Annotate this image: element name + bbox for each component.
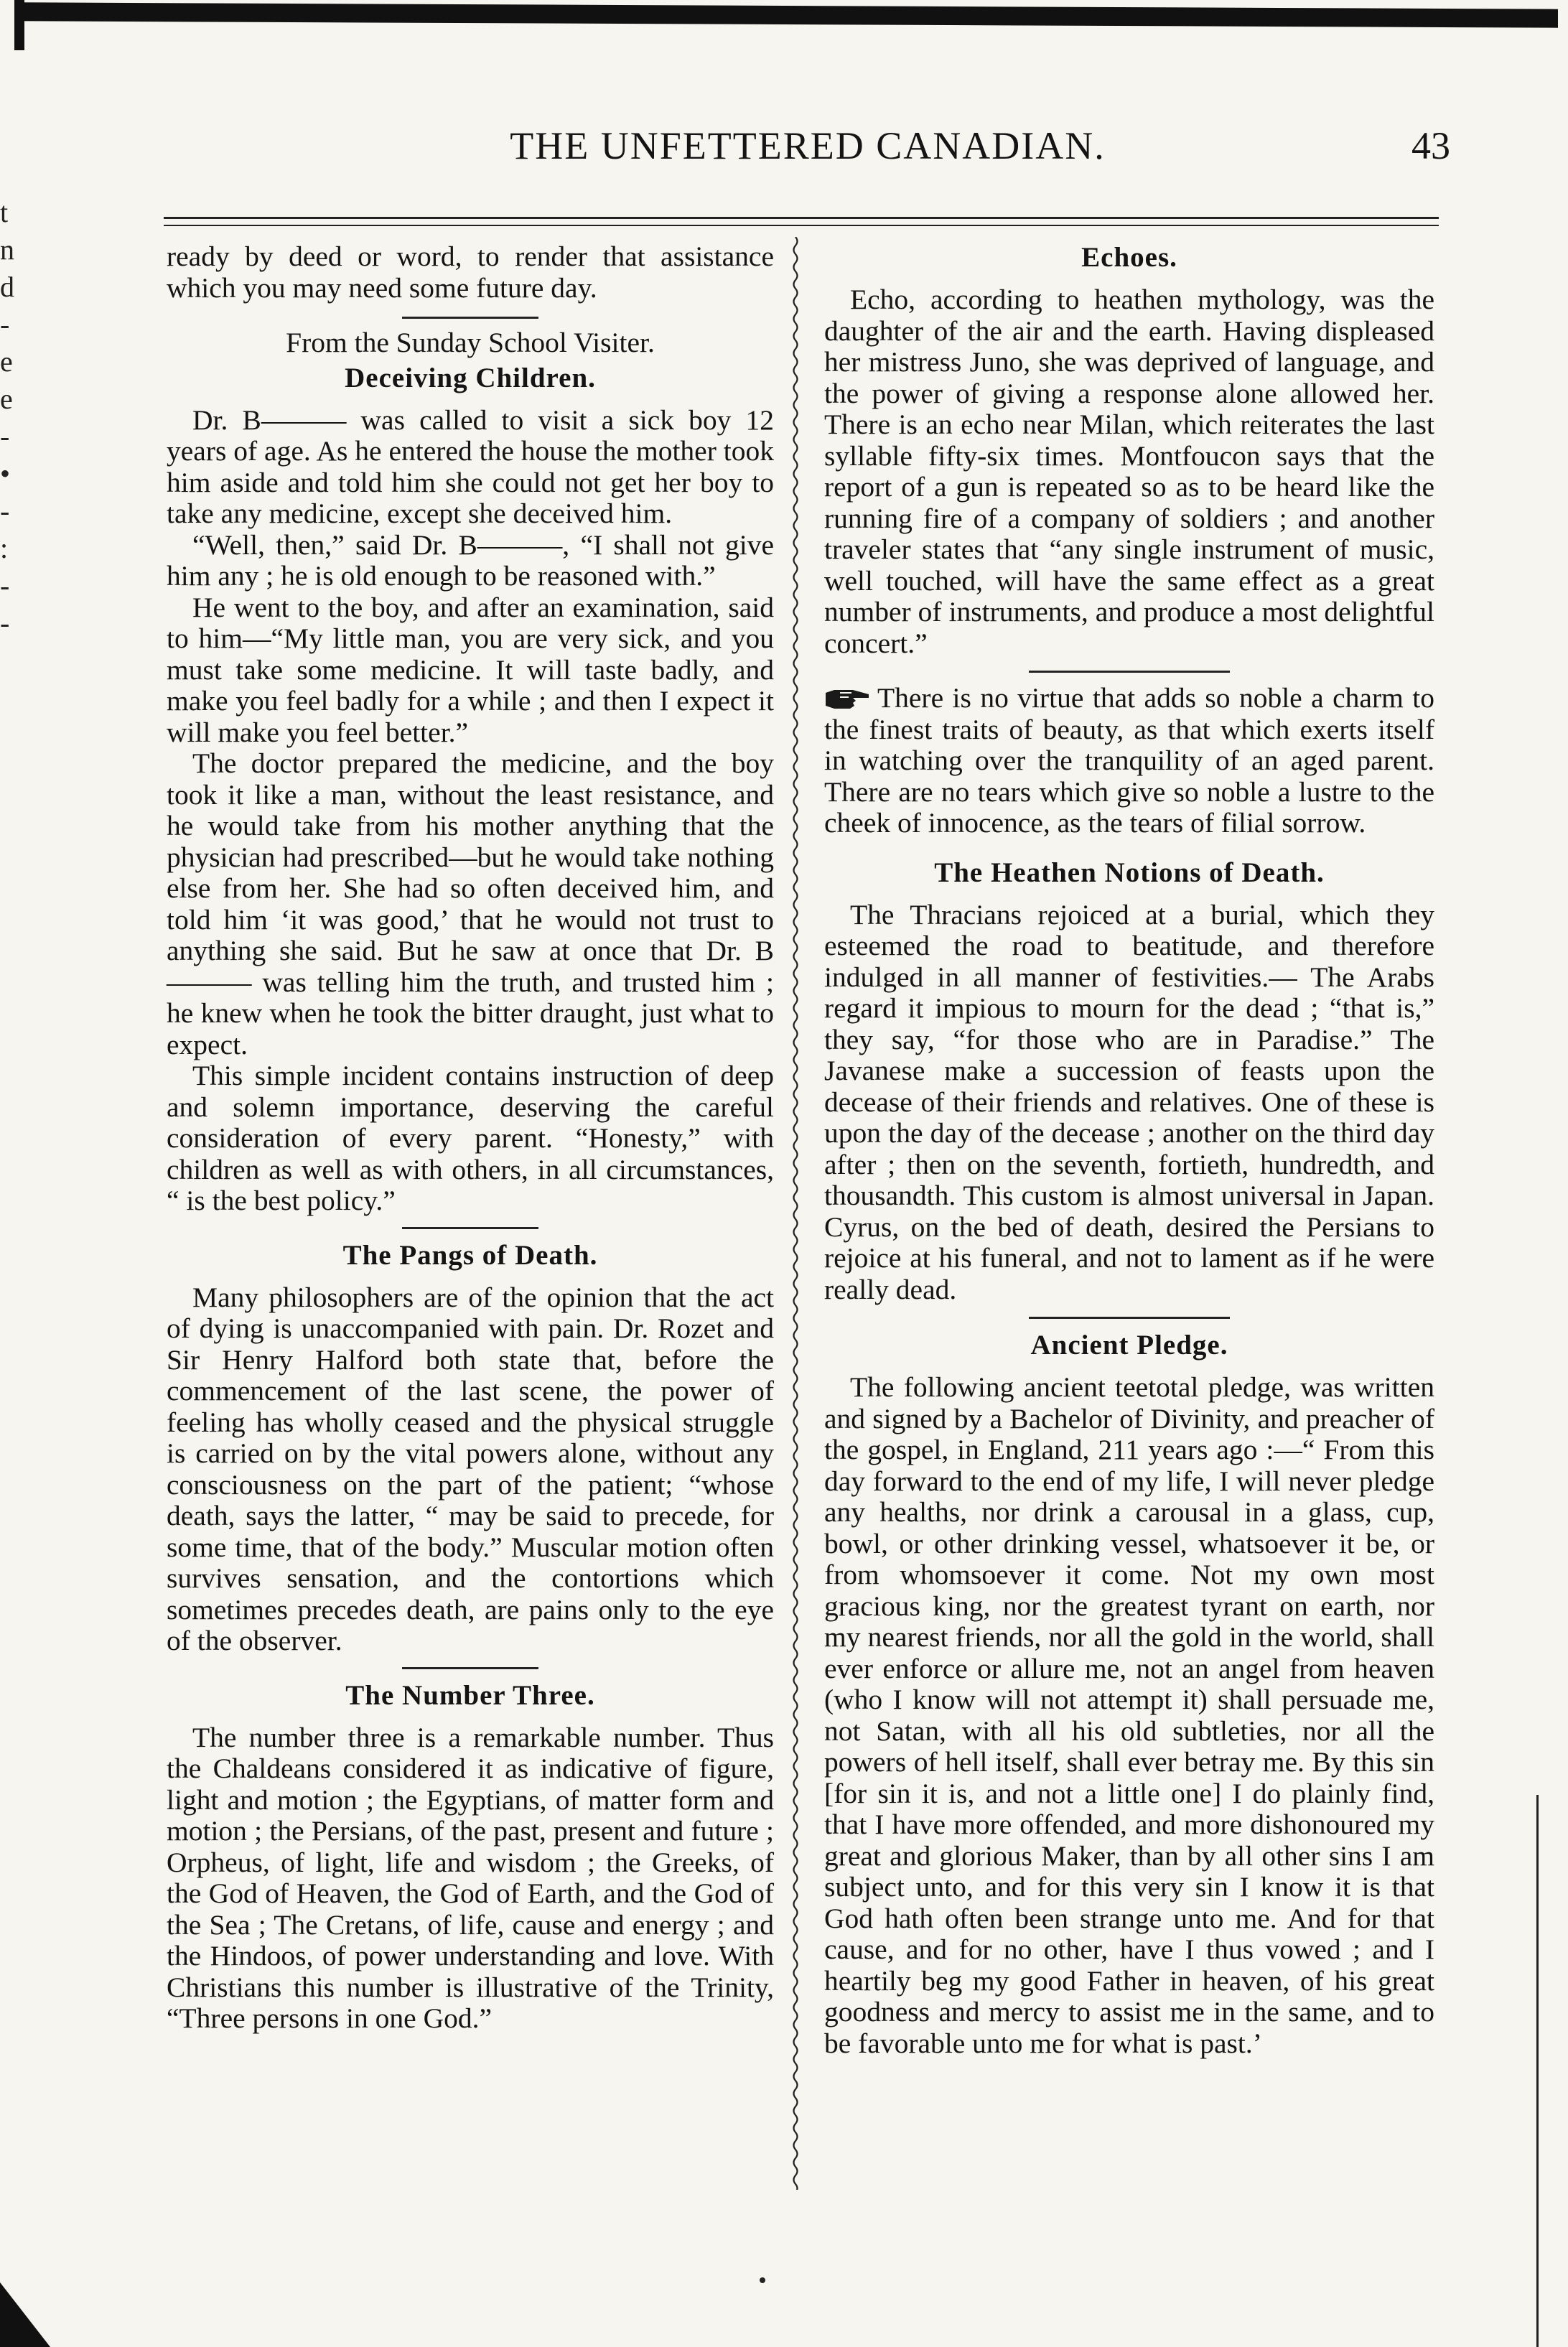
paragraph: Many philosophers are of the opinion that the act of dying is unaccompanied with pain. Dr. Rozet and Sir Henry Halford both state that, before the commencement of the last scene, the power of feeling has wholly ceased and the physical struggle is carried on by the vital powers alone, without any consciousness on the part of the patient; “whose death, says the latter, “ may be said to precede, for some time, that of the body.” Muscular motion often survives sensation, and the contortions which sometimes precedes death, are pains only to the eye of the observer.	[167, 1281, 774, 1656]
paragraph: The number three is a remarkable number. Thus the Chaldeans considered it as indicative of figure, light and motion ; the Egyptians, of matter form and motion ; the Persians, of the past, present and future ; Orpheus, of light, life and wisdom ; the Greeks, of the God of Heaven, the God of Earth, and the God of the Sea ; The Cretans, of life, cause and energy ; and the Hindoos, of power understanding and love. With Christians this number is illustrative of the Trinity, “Three persons in one God.”	[167, 1721, 774, 2034]
article-title-pledge: Ancient Pledge.	[1030, 1330, 1228, 1361]
carryover-paragraph: ready by deed or word, to render that assistance which you may need some future day.	[167, 241, 774, 304]
adjacent-page-bleed: t n d - e e - • - : - -	[0, 196, 14, 639]
section-rule	[402, 1667, 538, 1669]
section-rule	[402, 317, 538, 319]
article-title-pangs: The Pangs of Death.	[342, 1239, 598, 1271]
page-top-edge	[14, 2, 1558, 27]
page-corner-shadow	[0, 2282, 50, 2347]
page-edge-line	[1536, 1795, 1539, 2347]
page-number: 43	[1411, 124, 1450, 167]
article-body-three	[167, 1722, 774, 2035]
paragraph: This simple incident contains instruction of deep and solemn importance, deserving the careful consideration of every parent. “Honesty,” with children as well as with others, in all circumstances, “ is the best policy.”	[167, 1060, 774, 1216]
paragraph: Dr. B——— was called to visit a sick boy 12 years of age. As he entered the house the mother took him aside and told him she could not get her boy to take any medicine, except she deceived him.	[167, 403, 774, 529]
paragraph: He went to the boy, and after an examination, said to him—“My little man, you are very sick, and you must take some medicine. It will taste badly, and make you feel badly for a while ; and then I expect it will make you feel better.”	[167, 591, 774, 748]
paragraph: The Thracians rejoiced at a burial, which they esteemed the road to beatitude, and therefore indulged in all manner of festivities.— The Arabs regard it impious to mourn for the dead ; “that is,” they say, “for those who are in Paradise.” The Javanese make a succession of feasts upon the decease of their friends and relatives. One of these is upon the day of the decease ; another on the third day after ; then on the seventh, fortieth, hundredth, and thousandth. This custom is almost universal in Japan. Cyrus, on the bed of death, desired the Persians to rejoice at his funeral, and not to lament as if he were really dead.	[824, 898, 1434, 1305]
article-source: From the Sunday School Visiter.	[286, 327, 655, 358]
article-body-heathen	[824, 900, 1434, 1306]
running-title: THE UNFETTERED CANADIAN.	[510, 124, 1106, 167]
header-rule	[164, 217, 1439, 226]
paragraph: Echo, according to heathen mythology, was the daughter of the air and the earth. Having displeased her mistress Juno, she was deprived of language, and the power of giving a response alone allowed her. There is an echo near Milan, which reiterates the last syllable fifty-six times. Montfoucon says that the report of a gun is repeated so as to be heard like the running fire of a company of soldiers ; and another traveler states that “any single instrument of music, well touched, will have the same effect as a great number of instruments, and produce a most delightful concert.”	[824, 284, 1434, 659]
article-title-deceiving: Deceiving Children.	[345, 362, 596, 393]
section-rule	[1029, 1317, 1230, 1319]
virtue-text: There is no virtue that adds so noble a charm to the finest traits of beauty, as that which exerts itself in watching over the tranquility of an aged parent. There are no tears which give so noble a lustre to the cheek of innocence, as the tears of filial sorrow.	[824, 682, 1434, 839]
section-rule	[1029, 671, 1230, 673]
pointing-hand-icon	[824, 687, 872, 711]
article-title-heathen: The Heathen Notions of Death.	[934, 857, 1325, 888]
article-body-pledge	[824, 1372, 1434, 2059]
right-column	[824, 241, 1434, 2059]
left-column	[167, 241, 774, 2035]
virtue-paragraph	[824, 683, 1434, 839]
article-body-deceiving	[167, 405, 774, 1217]
article-title-echoes: Echoes.	[1081, 242, 1177, 273]
article-body-echoes	[824, 284, 1434, 659]
paragraph: “Well, then,” said Dr. B———, “I shall not give him any ; he is old enough to be reasoned with.”	[167, 528, 774, 592]
section-rule	[402, 1227, 538, 1229]
article-body-pangs	[167, 1282, 774, 1657]
stray-mark	[760, 2277, 765, 2283]
column-divider	[785, 237, 806, 2190]
paragraph: The following ancient teetotal pledge, was written and signed by a Bachelor of Divinity, and preacher of the gospel, in England, 211 years ago :—“ From this day forward to the end of my life, I will never pledge any healths, nor drink a carousal in a glass, cup, bowl, or other drinking vessel, whatsoever it be, or from whomsoever it come. Not my own most gracious king, nor the greatest tyrant on earth, nor my nearest friends, nor all the gold in the world, shall ever enforce or allure me, not an angel from heaven (who I know will not attempt it) shall persuade me, not Satan, with all his old subtleties, nor all the powers of hell itself, shall ever betray me. By this sin [for sin it is, and not a little one] I do plainly find, that I have more offended, and more dishonoured my great and glorious Maker, than by all other sins I am subject unto, and for this very sin I know it is that God hath often been strange unto me. And for that cause, and for no other, have I thus vowed ; and I heartily beg my good Father in heaven, of his great goodness and mercy to assist me in the same, and to be favorable unto me for what is past.’	[824, 1371, 1434, 2059]
wavy-rule-line	[794, 237, 798, 2190]
article-title-three: The Number Three.	[345, 1679, 595, 1711]
paragraph: The doctor prepared the medicine, and the boy took it like a man, without the least resistance, and he would take from his mother anything that the physician had prescribed—but he would take nothing else from her. She had so often deceived him, and told him ‘it was good,’ that he would not trust to anything she said. But he saw at once that Dr. B——— was telling him the truth, and trusted him ; he knew when he took the bitter draught, just what to expect.	[167, 747, 774, 1060]
page-top-notch	[14, 0, 24, 50]
